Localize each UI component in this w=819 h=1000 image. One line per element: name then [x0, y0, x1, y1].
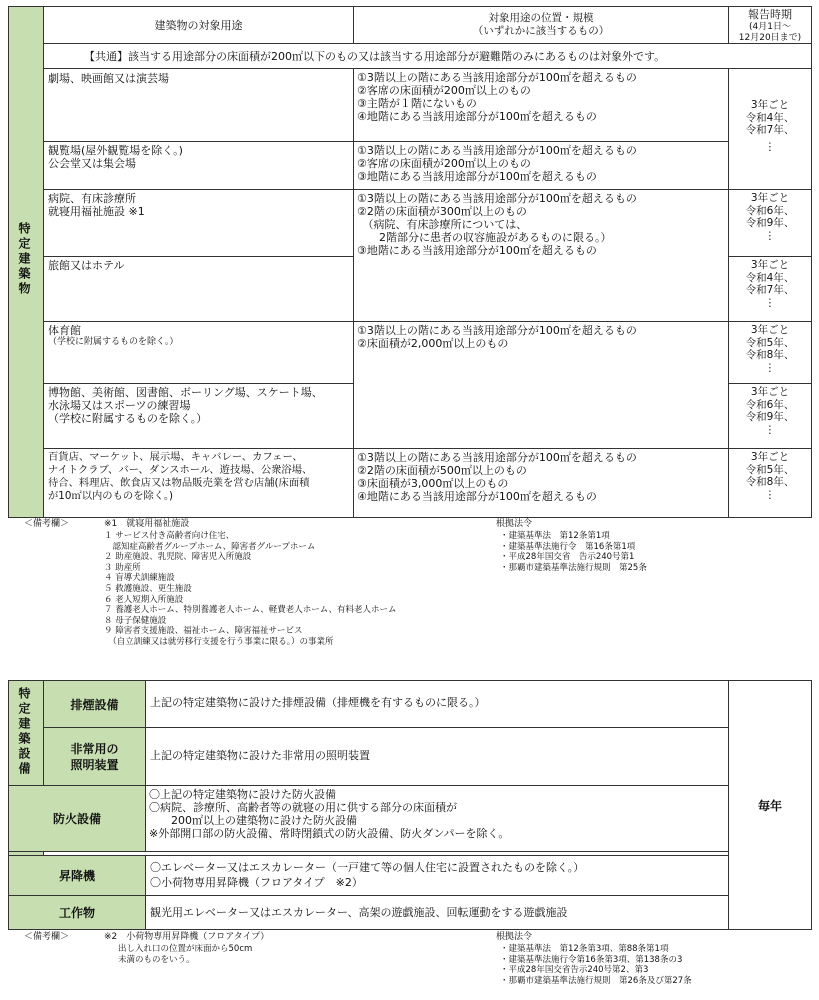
scope-line: ④地階にある当該用途部分が100㎡を超えるもの — [357, 110, 597, 123]
equipment-label: 特定建築設備 — [17, 687, 31, 777]
header-period-sub1: (4月1日～ — [749, 21, 791, 32]
remarks2-law-head: 根拠法令 — [496, 932, 533, 942]
period-line: 令和7年、 — [745, 284, 795, 296]
scope-line: ④地階にある当該用途部分が100㎡を超えるもの — [357, 490, 597, 503]
row-use-theater — [43, 68, 354, 142]
period-line: ⋮ — [764, 296, 776, 309]
period-cell-5 — [728, 383, 812, 449]
equip-desc-line: 上記の特定建築物に設けた非常用の照明装置 — [150, 749, 370, 762]
equip-name-elevator: 昇降機 — [8, 855, 146, 896]
row-scope-hospital-hotel — [353, 189, 729, 322]
law-item: ・建築基準法施行令第16条第3項、第138条の3 — [500, 954, 683, 965]
period-line: 令和6年、 — [745, 204, 795, 217]
equip-desc-fire — [145, 785, 729, 852]
law-item: ・建築基準法 第12条第1項 — [500, 531, 610, 541]
period-line: 令和9年、 — [745, 217, 795, 229]
remark-item: （自立訓練又は就労移行支援を行う事業に限る。）の事業所 — [104, 636, 334, 647]
use-line: が10㎡以内のものを除く。) — [48, 490, 174, 502]
building-label-cell — [8, 6, 44, 518]
scope-line: ③床面積が3,000㎡以上のもの — [357, 477, 509, 490]
common-note: 【共通】該当する用途部分の床面積が200㎡以下のもの又は該当する用途部分が避難階のみにあるものは対象外です。 — [43, 43, 812, 69]
equipment-label-cell — [8, 680, 44, 786]
use-line: 劇場、映画館又は演芸場 — [48, 72, 169, 85]
equip-desc-smoke — [145, 680, 729, 728]
header-scope-sub: （いずれかに該当するもの） — [472, 24, 610, 37]
remark-item: ５ 救護施設、更生施設 — [104, 583, 192, 594]
scope-line: （病院、有床診療所については、 — [357, 218, 528, 231]
scope-line: ①3階以上の階にある当該用途部分が100㎡を超えるもの — [357, 192, 637, 205]
use-line: 待合、料理店、飲食店又は物品販売業を営む店舗(床面積 — [48, 477, 310, 489]
period-cell-1 — [728, 68, 812, 190]
equip-desc-elevator — [145, 855, 729, 896]
equip-desc-line: 観光用エレベーター又はエスカレーター、高架の遊戯施設、回転運動をする遊戯施設 — [150, 906, 568, 919]
scope-line: ③主階が１階にないもの — [357, 97, 477, 110]
period-line: 3年ごと — [750, 324, 790, 336]
use-line: 体育館 — [48, 324, 81, 337]
period-line: ⋮ — [764, 423, 776, 436]
remark-item: ３ 助産所 — [104, 562, 141, 573]
scope-line: ①3階以上の階にある当該用途部分が100㎡を超えるもの — [357, 144, 637, 157]
row-use-hospital — [43, 189, 354, 257]
period-line: 3年ごと — [750, 451, 790, 463]
law-item: ・建築基準法 第12条第3項、第88条第1項 — [500, 944, 669, 954]
scope-line: ③地階にある当該用途部分が100㎡を超えるもの — [357, 244, 597, 257]
scope-line: ①3階以上の階にある当該用途部分が100㎡を超えるもの — [357, 451, 637, 464]
period-line: 3年ごと — [750, 259, 790, 271]
scope-line: ②客席の床面積が200㎡以上のもの — [357, 157, 531, 170]
period-line: 3年ごと — [750, 99, 790, 111]
scope-line: ②客席の床面積が200㎡以上のもの — [357, 84, 531, 97]
remarks1-note-head: ※1 就寝用福祉施設 — [104, 519, 190, 529]
law-item: ・那覇市建築基準法施行規則 第25条 — [500, 562, 647, 573]
use-line: 観覧場(屋外観覧場を除く。) — [48, 144, 183, 157]
equip-name-structure: 工作物 — [8, 895, 146, 930]
header-period-title: 報告時期 — [748, 8, 792, 21]
period-line: 3年ごと — [750, 192, 790, 204]
row-scope-store — [353, 448, 729, 518]
period-line: ⋮ — [764, 361, 776, 374]
equip-name-smoke: 排煙設備 — [43, 680, 146, 728]
header-scope-title: 対象用途の位置・規模 — [488, 12, 594, 24]
remarks2-list — [118, 944, 252, 965]
law-item: ・那覇市建築基準法施行規則 第26条及び第27条 — [500, 975, 692, 986]
header-scope — [353, 6, 729, 44]
equip-desc-line: 上記の特定建築物に設けた排煙設備（排煙機を有するものに限る。） — [150, 696, 486, 709]
equip-name-line: 非常用の — [70, 742, 119, 756]
remarks1-list — [104, 531, 396, 648]
scope-line: 2階部分に患者の収容施設があるものに限る。） — [357, 231, 612, 244]
use-subline: （学校に附属するものを除く。） — [48, 337, 179, 347]
scope-line: ②2階の床面積が500㎡以上のもの — [357, 464, 527, 477]
row-use-assembly — [43, 141, 354, 190]
row-use-store — [43, 448, 354, 518]
remark-item: 未満のものをいう。 — [118, 954, 195, 965]
row-use-museum — [43, 383, 354, 449]
header-use: 建築物の対象用途 — [43, 6, 354, 44]
remark-item: ４ 盲導犬訓練施設 — [104, 573, 175, 584]
period-line: 令和5年、 — [745, 463, 795, 476]
row-scope-assembly — [353, 141, 729, 190]
period-cell-2 — [728, 189, 812, 257]
use-line: 水泳場又はスポーツの練習場 — [48, 399, 191, 412]
remarks2-laws — [500, 944, 692, 986]
period-line: 令和4年、 — [745, 111, 795, 124]
row-scope-theater — [353, 68, 729, 142]
header-period-sub2: 12月20日まで) — [738, 32, 802, 43]
law-item: ・平成28年国交省告示240号第2、第3 — [500, 965, 649, 976]
remark-item: 認知症高齢者グループホーム、障害者グループホーム — [104, 541, 316, 552]
row-scope-gym-museum — [353, 321, 729, 449]
law-item: ・建築基準法施行令 第16条第1項 — [500, 541, 636, 552]
period-line: ⋮ — [764, 140, 776, 153]
use-line: 公会堂又は集会場 — [48, 157, 136, 170]
scope-line: ①3階以上の階にある当該用途部分が100㎡を超えるもの — [357, 324, 637, 337]
equip-desc-line: ※外部開口部の防火設備、常時閉鎖式の防火設備、防火ダンパーを除く。 — [149, 827, 510, 840]
period-line: 令和5年、 — [745, 336, 795, 349]
use-line: 就寝用福祉施設 ※1 — [48, 205, 145, 218]
law-item: ・平成28年国交省 告示240号第1 — [500, 552, 635, 563]
remark-item: １ サービス付き高齢者向け住宅、 — [104, 531, 235, 541]
scope-line: ③地階にある当該用途部分が100㎡を超えるもの — [357, 170, 597, 183]
header-period — [728, 6, 812, 44]
period-line: 3年ごと — [750, 386, 790, 398]
period-line: ⋮ — [764, 229, 776, 242]
use-line: 旅館又はホテル — [48, 259, 125, 272]
scope-line: ①3階以上の階にある当該用途部分が100㎡を超えるもの — [357, 71, 637, 84]
period-line: 令和8年、 — [745, 476, 795, 488]
remark-item: ８ 母子保健施設 — [104, 615, 167, 626]
remark-item: ７ 養護老人ホーム、特別養護老人ホーム、軽費老人ホーム、有料老人ホーム — [104, 605, 397, 616]
equip-desc-structure — [145, 895, 729, 930]
equip-desc-lighting — [145, 727, 729, 786]
remarks1-label: ＜備考欄＞ — [24, 519, 70, 529]
use-line: 博物館、美術館、図書館、ボーリング場、スケート場、 — [48, 386, 323, 399]
period-cell-3 — [728, 256, 812, 322]
period-cell-6 — [728, 448, 812, 518]
equip-name-line: 照明装置 — [70, 758, 119, 772]
equip-name-fire: 防火設備 — [8, 785, 146, 852]
remarks2-label: ＜備考欄＞ — [24, 932, 70, 942]
period-cell-4 — [728, 321, 812, 384]
remarks1-laws — [500, 531, 647, 573]
equip-desc-line: 200㎡以上の建築物に設けた防火設備 — [149, 814, 357, 827]
building-label: 特定建築物 — [17, 222, 31, 297]
equip-desc-line: 〇病院、診療所、高齢者等の就寝の用に供する部分の床面積が — [149, 801, 457, 814]
use-line: 病院、有床診療所 — [48, 192, 136, 205]
remarks1-law-head: 根拠法令 — [496, 519, 533, 529]
equip-name-lighting — [43, 727, 146, 786]
remark-item: ２ 助産施設、乳児院、障害児入所施設 — [104, 552, 252, 563]
period-line: 令和7年、 — [745, 124, 795, 136]
scope-line: ②2階の床面積が300㎡以上のもの — [357, 205, 527, 218]
equip-desc-line: 〇小荷物専用昇降機（フロアタイプ ※2） — [150, 876, 363, 889]
use-line: （学校に附属するものを除く。） — [48, 412, 208, 425]
equipment-period: 毎年 — [728, 680, 812, 930]
remark-item: 出し入れ口の位置が床面から50cm — [118, 944, 253, 954]
equip-desc-line: 〇エレベーター又はエスカレーター（一戸建て等の個人住宅に設置されたものを除く。） — [150, 861, 585, 874]
period-line: 令和8年、 — [745, 349, 795, 361]
period-line: 令和4年、 — [745, 271, 795, 284]
row-use-gym — [43, 321, 354, 384]
period-line: 令和6年、 — [745, 398, 795, 411]
period-line: 令和9年、 — [745, 411, 795, 423]
row-use-hotel — [43, 256, 354, 322]
scope-line: ②床面積が2,000㎡以上のもの — [357, 337, 509, 350]
equip-desc-line: 〇上記の特定建築物に設けた防火設備 — [149, 788, 336, 801]
remarks2-note-head: ※2 小荷物専用昇降機（フロアタイプ） — [104, 932, 270, 942]
period-line: ⋮ — [764, 488, 776, 501]
use-line: 百貨店、マーケット、展示場、キャバレー、カフェー、 — [48, 451, 303, 463]
remark-item: ６ 老人短期入所施設 — [104, 594, 184, 605]
remark-item: ９ 障害者支援施設、福祉ホーム、障害福祉サービス — [104, 626, 303, 637]
use-line: ナイトクラブ、バー、ダンスホール、遊技場、公衆浴場、 — [48, 464, 313, 476]
